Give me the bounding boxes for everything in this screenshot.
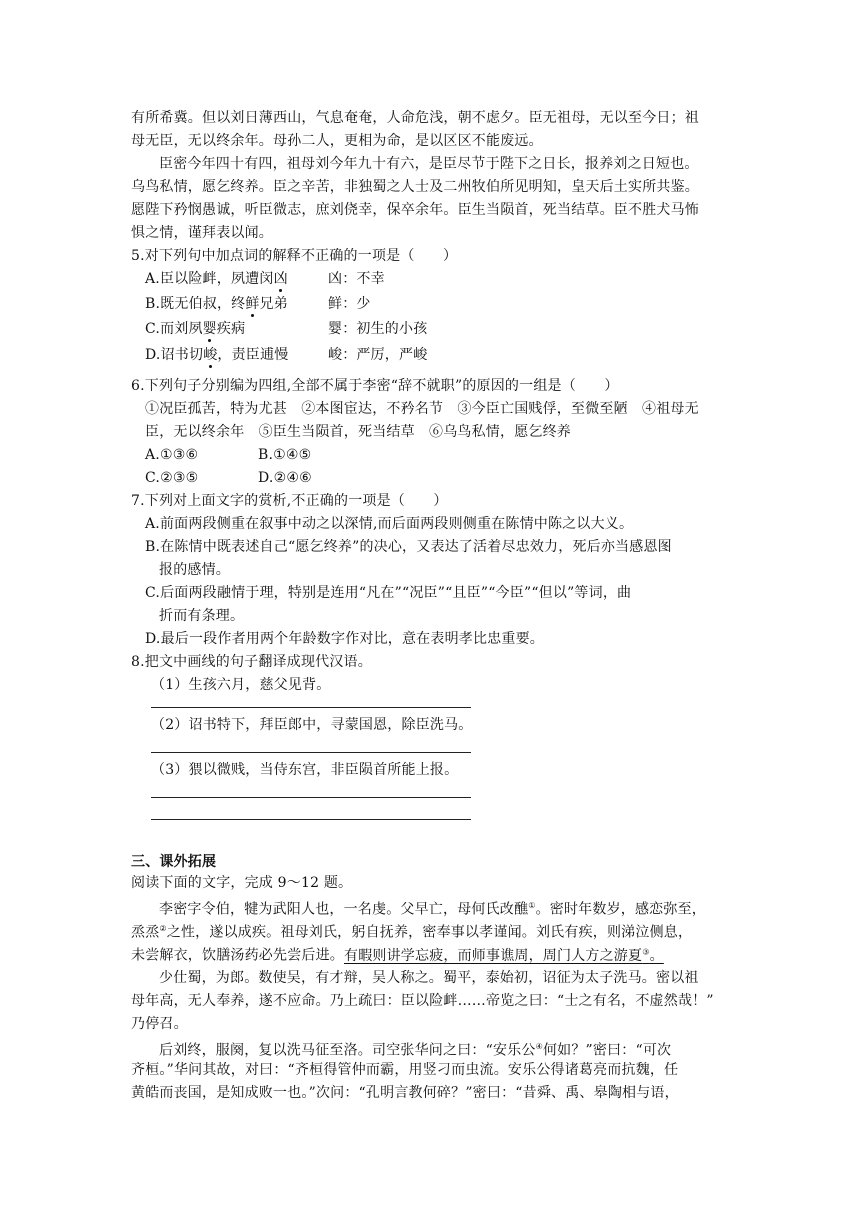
passage-line: 愿陛下矜悯愚诚，听臣微志，庶刘侥幸，保卒余年。臣生当陨首，死当结草。臣不胜犬马怖	[131, 202, 699, 218]
extension-line: 乃停召。	[131, 1016, 188, 1032]
dotted-word: 峻	[203, 347, 218, 363]
q5-gloss-c: 婴：初生的小孩	[328, 321, 428, 337]
q5-gloss-d: 峻：严厉，严峻	[328, 347, 428, 363]
q6-option-c: C.②③⑤	[145, 470, 199, 486]
option-text: C.而刘夙	[145, 321, 203, 337]
option-text: D.诏书切	[145, 347, 204, 363]
q6-option-d: D.②④⑥	[258, 470, 312, 486]
question-7-stem: 7.下列对上面文字的赏析,不正确的一项是（ ）	[131, 493, 448, 509]
text-span: 烝烝	[131, 924, 160, 941]
q7-option-b: B.在陈情中既表述自己“愿乞终养”的决心，又表达了活着尽忠效力，死后亦当感恩图	[145, 539, 672, 555]
extension-line	[159, 895, 706, 921]
answer-line[interactable]	[151, 797, 471, 798]
question-8-stem: 8.把文中画线的句子翻译成现代汉语。	[131, 654, 372, 670]
footnote-marker: ④	[535, 1042, 543, 1051]
answer-line[interactable]	[151, 752, 471, 753]
option-text: 兄弟	[259, 296, 288, 312]
dotted-word: 鲜	[245, 296, 260, 312]
text-span: 李密字令伯，犍为武阳人也，一名虔。父早亡，母何氏改醮	[159, 901, 529, 918]
footnote-marker: ②	[159, 924, 167, 933]
text-span: 后刘终，服阕，复以洗马征至洛。司空张华问之曰：“安乐公	[159, 1042, 536, 1059]
footnote-marker: ①	[528, 901, 536, 910]
question-6-stem: 6.下列句子分别编为四组,全部不属于李密“辞不就职”的原因的一组是（ ）	[131, 378, 619, 394]
q6-items: ①况臣孤苦，特为尤甚 ②本图宦达，不矜名节 ③今臣亡国贱俘，至微至陋 ④祖母无	[145, 401, 699, 417]
extension-line: 少仕蜀，为郎。数使吴，有才辩，吴人称之。蜀平，泰始初，诏征为太子洗马。密以祖	[159, 970, 699, 986]
text-span: 。	[649, 947, 664, 964]
question-5-stem: 5.对下列句中加点词的解释不正确的一项是（ ）	[131, 248, 458, 264]
q5-gloss-b: 鲜：少	[328, 296, 371, 312]
q7-option-c-cont: 折而有条理。	[159, 608, 245, 624]
q7-option-d: D.最后一段作者用两个年龄数字作对比，意在表明孝比忠重要。	[145, 631, 544, 647]
q5-option-d	[145, 344, 288, 366]
text-span: 有暇则讲学忘疲，而师事谯周，周门人方之游夏	[344, 947, 643, 964]
passage-line: 乌鸟私情，愿乞终养。臣之辛苦，非独蜀之人士及二州牧伯所见明知，皇天后土实所共鉴。	[131, 179, 699, 195]
q7-option-b-cont: 报的感情。	[159, 562, 230, 578]
answer-line[interactable]	[151, 819, 471, 820]
option-text: 疾病	[216, 321, 246, 337]
dotted-word: 凶	[273, 271, 288, 287]
passage-line: 臣密今年四十有四，祖母刘今年九十有六，是臣尽节于陛下之日长，报养刘之日短也。	[159, 156, 699, 172]
q5-option-a	[145, 268, 288, 290]
q8-sentence-3: （3）猥以微贱，当侍东宫，非臣陨首所能上报。	[151, 762, 459, 778]
q7-option-a: A.前面两段侧重在叙事中动之以深情,而后面两段则侧重在陈情中陈之以大义。	[145, 516, 634, 532]
text-span: 何如？”密曰：“可次	[542, 1042, 672, 1059]
passage-line: 有所希冀。但以刘日薄西山，气息奄奄，人命危浅，朝不虑夕。臣无祖母，无以至今日；祖	[131, 110, 699, 126]
q8-sentence-2: （2）诏书特下，拜臣郎中，寻蒙国恩，除臣洗马。	[151, 717, 473, 733]
extension-line	[131, 918, 692, 944]
extension-line: 齐桓。”华问其故，对曰：“齐桓得管仲而霸，用竖刁而虫流。安乐公得诸葛亮而抗魏，任	[131, 1062, 679, 1078]
q5-option-b	[145, 293, 288, 315]
option-text: A.臣以险衅，夙遭闵	[145, 271, 274, 287]
q8-sentence-1: （1）生孩六月，慈父见背。	[151, 677, 331, 693]
option-text: B.既无伯叔，终	[145, 296, 246, 312]
extension-line	[131, 941, 664, 967]
q7-option-c: C.后面两段融情于理，特别是连用“凡在”“况臣”“且臣”“今臣”“但以”等词，曲	[145, 585, 632, 601]
section-heading: 三、课外拓展	[131, 854, 217, 870]
q6-option-a: A.①③⑥	[145, 447, 199, 463]
dotted-word: 婴	[202, 321, 217, 337]
answer-line[interactable]	[151, 707, 471, 708]
q5-gloss-a: 凶：不幸	[328, 271, 385, 287]
option-text: ，责臣逋慢	[217, 347, 289, 363]
extension-line	[159, 1036, 671, 1062]
text-span: 。密时年数岁，感恋弥至，	[535, 901, 706, 918]
passage-line: 惧之情，谨拜表以闻。	[131, 225, 273, 241]
q6-option-b: B.①④⑤	[258, 447, 312, 463]
section-intro: 阅读下面的文字，完成 9～12 题。	[131, 875, 353, 891]
text-span: 未尝解衣，饮膳汤药必先尝后进。	[131, 947, 344, 964]
q6-items: 臣，无以终余年 ⑤臣生当陨首，死当结草 ⑥乌鸟私情，愿乞终养	[145, 424, 571, 440]
extension-line: 母年高，无人奉养，遂不应命。乃上疏曰：臣以险衅……帝览之曰：“士之有名，不虚然哉！”	[131, 993, 714, 1009]
passage-line: 母无臣，无以终余年。母孙二人，更相为命，是以区区不能废远。	[131, 133, 543, 149]
underlined-sentence	[344, 948, 664, 964]
extension-line: 黄皓而丧国，是知成败一也。”次问：“孔明言教何碎？”密曰：“昔舜、禹、皋陶相与语，	[131, 1085, 679, 1101]
q5-option-c	[145, 318, 245, 340]
footnote-marker: ③	[642, 947, 650, 956]
text-span: 之性，遂以成疾。祖母刘氏，躬自抚养，密奉事以孝谨闻。刘氏有疾，则涕泣侧息，	[166, 924, 693, 941]
